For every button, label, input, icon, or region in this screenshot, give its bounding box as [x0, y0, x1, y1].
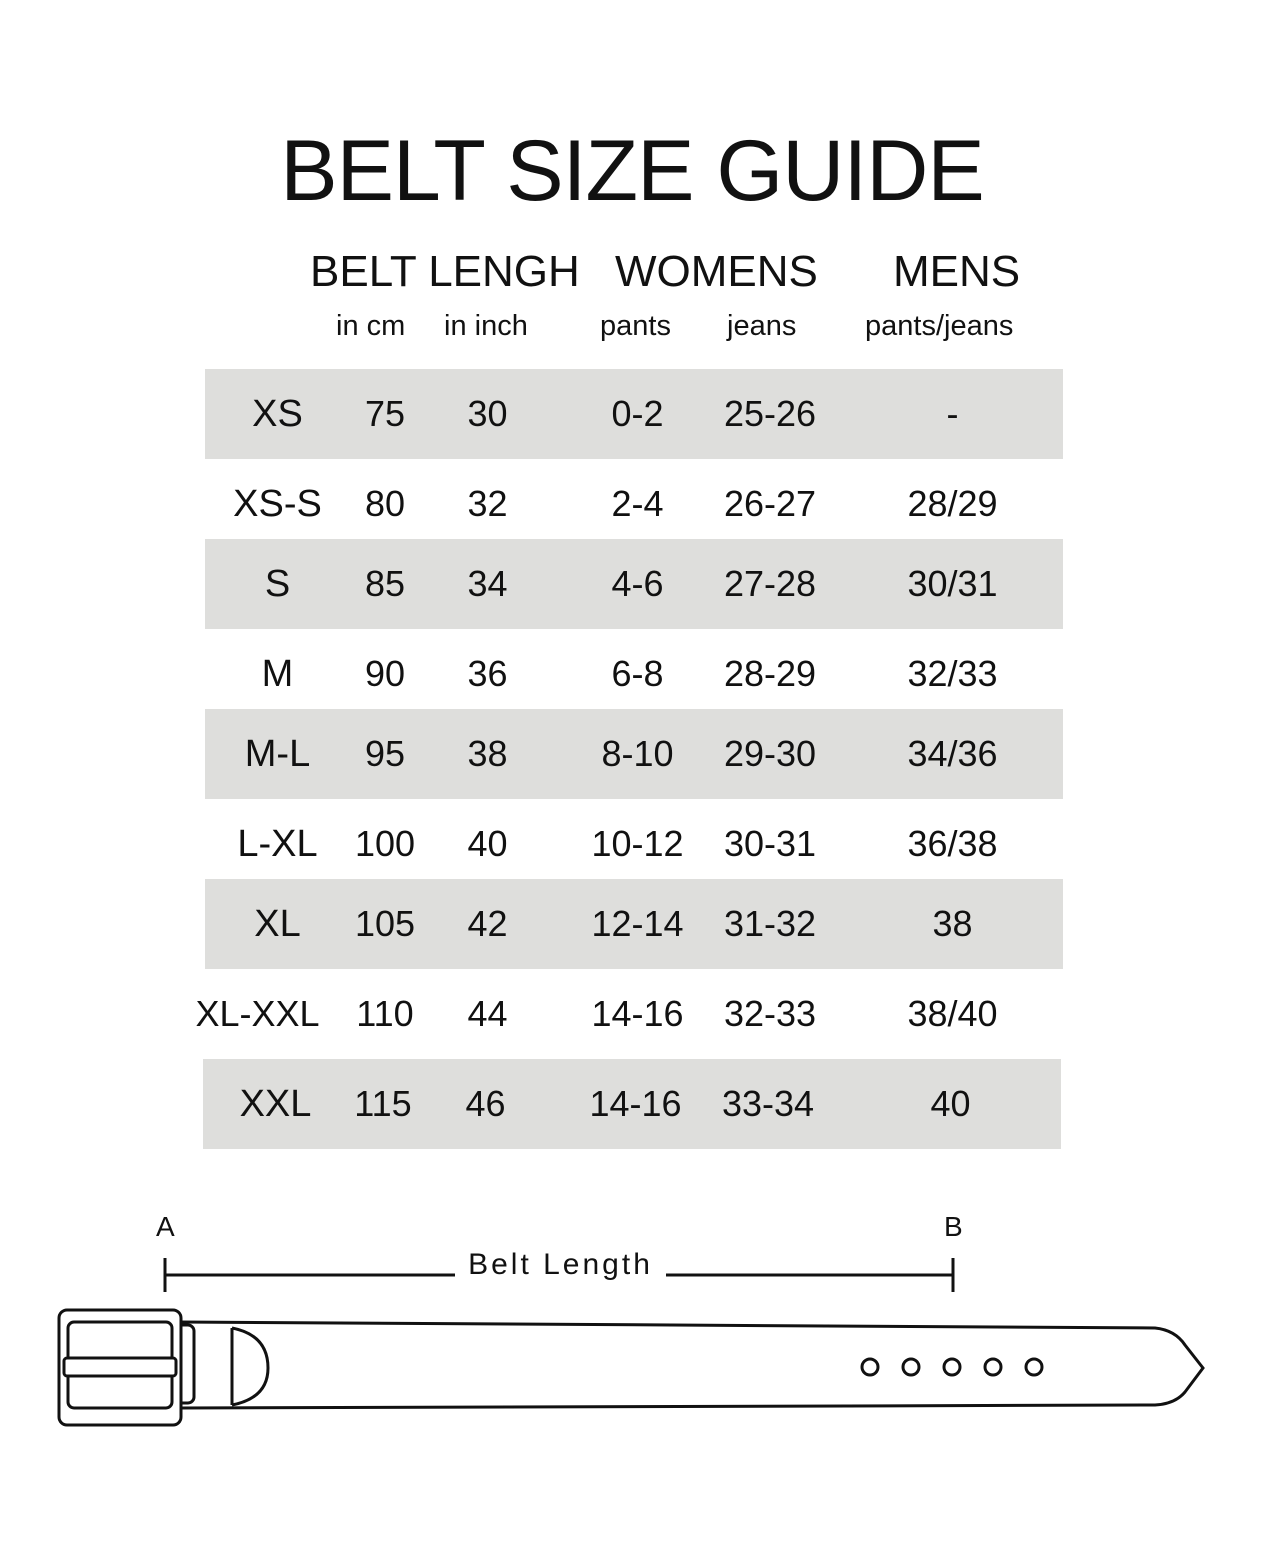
inch-cell: 34 — [467, 563, 508, 604]
cm-cell: 90 — [364, 653, 406, 694]
belt-strap — [180, 1322, 1203, 1408]
womens-jeans-cell: 27-28 — [723, 563, 817, 604]
mens-cell: 40 — [930, 1083, 971, 1124]
table-row — [205, 879, 1063, 969]
cm-cell: 85 — [364, 563, 406, 604]
size-cell: M — [261, 653, 294, 695]
inch-cell: 40 — [467, 823, 508, 864]
womens-jeans-cell: 26-27 — [723, 483, 817, 524]
subheader-inch: in inch — [444, 310, 528, 342]
inch-cell: 32 — [467, 483, 508, 524]
womens-jeans-cell: 33-34 — [721, 1083, 815, 1124]
womens-pants-cell: 6-8 — [611, 653, 664, 694]
header-mens: MENS — [893, 247, 1021, 296]
belt-length-label: Belt Length — [458, 1250, 663, 1280]
womens-jeans-cell: 29-30 — [723, 733, 817, 774]
mens-cell: 38 — [932, 903, 973, 944]
cm-cell: 110 — [356, 993, 414, 1034]
point-a-label: A — [156, 1211, 175, 1242]
subheader-mens-pants-jeans: pants/jeans — [865, 310, 1014, 342]
table-row — [205, 369, 1063, 459]
mens-cell: 30/31 — [907, 563, 998, 604]
table-row — [205, 459, 1063, 549]
inch-cell: 38 — [467, 733, 508, 774]
cm-cell: 80 — [364, 483, 406, 524]
womens-jeans-cell: 25-26 — [723, 393, 817, 434]
womens-pants-cell: 14-16 — [591, 993, 684, 1034]
size-cell: XXL — [239, 1083, 312, 1125]
page-title: BELT SIZE GUIDE — [280, 123, 984, 219]
belt-holes — [862, 1359, 1042, 1375]
size-cell: XS — [252, 393, 303, 435]
inch-cell: 30 — [467, 393, 508, 434]
inch-cell: 44 — [467, 993, 508, 1034]
subheader-jeans: jeans — [727, 310, 797, 342]
subheader-cm: in cm — [336, 310, 406, 342]
mens-cell: 36/38 — [907, 823, 998, 864]
subheader-pants: pants — [600, 310, 671, 342]
header-womens: WOMENS — [615, 247, 818, 296]
womens-jeans-cell: 30-31 — [723, 823, 817, 864]
size-cell: L-XL — [237, 823, 318, 865]
point-b-label: B — [944, 1211, 963, 1242]
womens-jeans-cell: 32-33 — [723, 993, 817, 1034]
table-row — [205, 799, 1063, 889]
cm-cell: 75 — [364, 393, 406, 434]
mens-cell: 28/29 — [907, 483, 998, 524]
table-row — [205, 629, 1063, 719]
cm-cell: 95 — [364, 733, 406, 774]
cm-cell: 115 — [354, 1083, 412, 1124]
cm-cell: 100 — [354, 823, 416, 864]
size-cell: M-L — [244, 733, 311, 775]
size-cell: XS-S — [233, 483, 322, 525]
womens-pants-cell: 0-2 — [611, 393, 664, 434]
size-cell: S — [264, 563, 291, 605]
womens-pants-cell: 4-6 — [611, 563, 664, 604]
womens-pants-cell: 8-10 — [601, 733, 674, 774]
womens-pants-cell: 12-14 — [591, 903, 684, 944]
womens-pants-cell: 10-12 — [591, 823, 684, 864]
size-cell: XL-XXL — [195, 993, 320, 1034]
inch-cell: 42 — [467, 903, 508, 944]
header-belt-length: BELT LENGH — [310, 247, 580, 296]
size-cell: XL — [254, 903, 301, 945]
womens-pants-cell: 2-4 — [611, 483, 664, 524]
table-row — [195, 969, 1063, 1059]
table-row — [205, 709, 1063, 799]
mens-cell: 34/36 — [907, 733, 998, 774]
inch-cell: 36 — [467, 653, 508, 694]
mens-cell: 32/33 — [907, 653, 998, 694]
table-row — [205, 539, 1063, 629]
mens-cell: - — [946, 393, 959, 434]
mens-cell: 38/40 — [907, 993, 998, 1034]
womens-jeans-cell: 31-32 — [723, 903, 817, 944]
inch-cell: 46 — [465, 1083, 506, 1124]
buckle-icon — [59, 1310, 194, 1425]
womens-pants-cell: 14-16 — [589, 1083, 682, 1124]
cm-cell: 105 — [354, 903, 416, 944]
table-row — [203, 1059, 1061, 1149]
womens-jeans-cell: 28-29 — [723, 653, 817, 694]
